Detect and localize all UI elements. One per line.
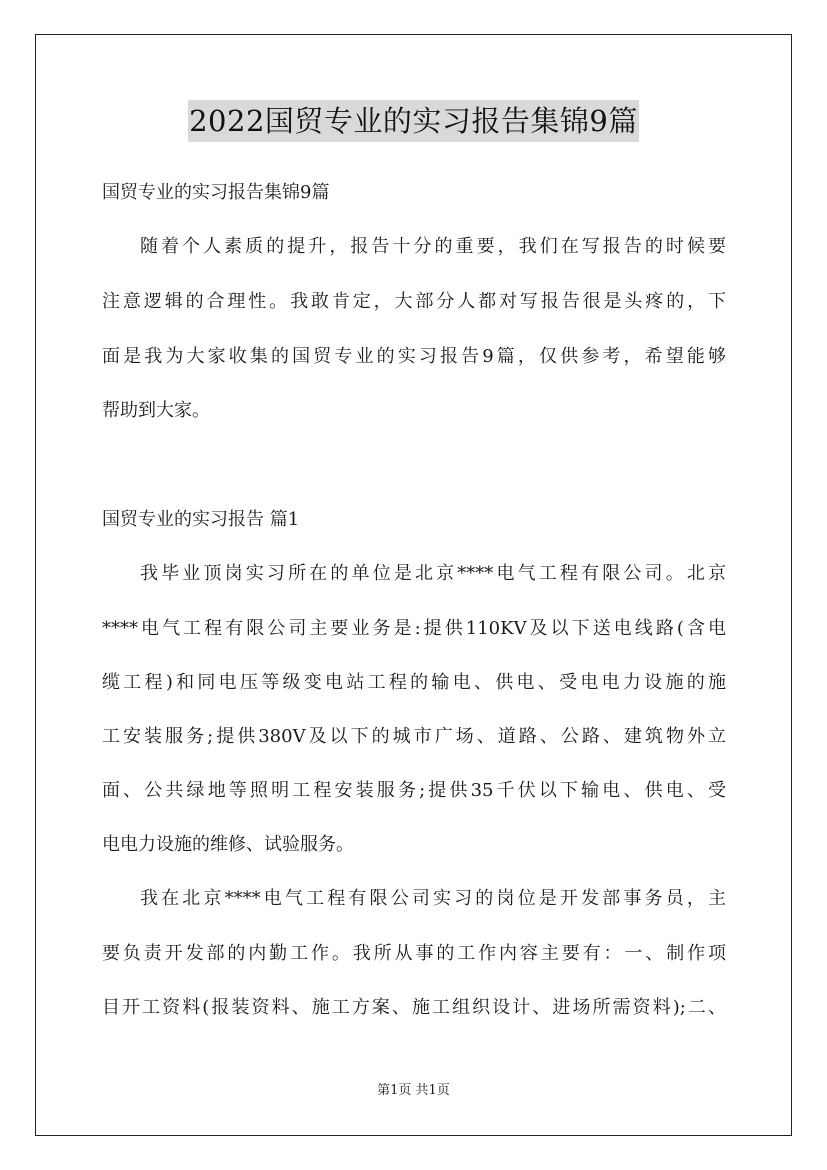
intro-line: 注意逻辑的合理性。我敢肯定，大部分人都对写报告很是头疼的，下 [102, 291, 726, 312]
document-title: 2022国贸专业的实习报告集锦9篇 [188, 100, 639, 142]
intro-line: 帮助到大家。 [102, 400, 210, 421]
paragraph-line: 目开工资料(报装资料、施工方案、施工组织设计、进场所需资料);二、 [102, 997, 726, 1018]
title-container [0, 100, 827, 142]
paragraph-line: 要负责开发部的内勤工作。我所从事的工作内容主要有：一、制作项 [102, 943, 726, 964]
paragraph-line: 缆工程)和同电压等级变电站工程的输电、供电、受电电力设施的施 [102, 672, 726, 693]
paragraph-line: ****电气工程有限公司主要业务是:提供110KV及以下送电线路(含电 [102, 618, 726, 639]
page-footer: 第1页 共1页 [377, 1083, 450, 1098]
paragraph-line: 我在北京****电气工程有限公司实习的岗位是开发部事务员，主 [140, 888, 726, 909]
intro-line: 随着个人素质的提升，报告十分的重要，我们在写报告的时候要 [140, 236, 726, 257]
subtitle: 国贸专业的实习报告集锦9篇 [102, 182, 330, 203]
paragraph-line: 工安装服务;提供380V及以下的城市广场、道路、公路、建筑物外立 [102, 726, 726, 747]
paragraph-line: 面、公共绿地等照明工程安装服务;提供35千伏以下输电、供电、受 [102, 780, 726, 801]
paragraph-line: 电电力设施的维修、试验服务。 [102, 834, 354, 855]
intro-line: 面是我为大家收集的国贸专业的实习报告9篇，仅供参考，希望能够 [102, 346, 726, 367]
section-heading: 国贸专业的实习报告 篇1 [102, 509, 300, 530]
paragraph-line: 我毕业顶岗实习所在的单位是北京****电气工程有限公司。北京 [140, 563, 726, 584]
